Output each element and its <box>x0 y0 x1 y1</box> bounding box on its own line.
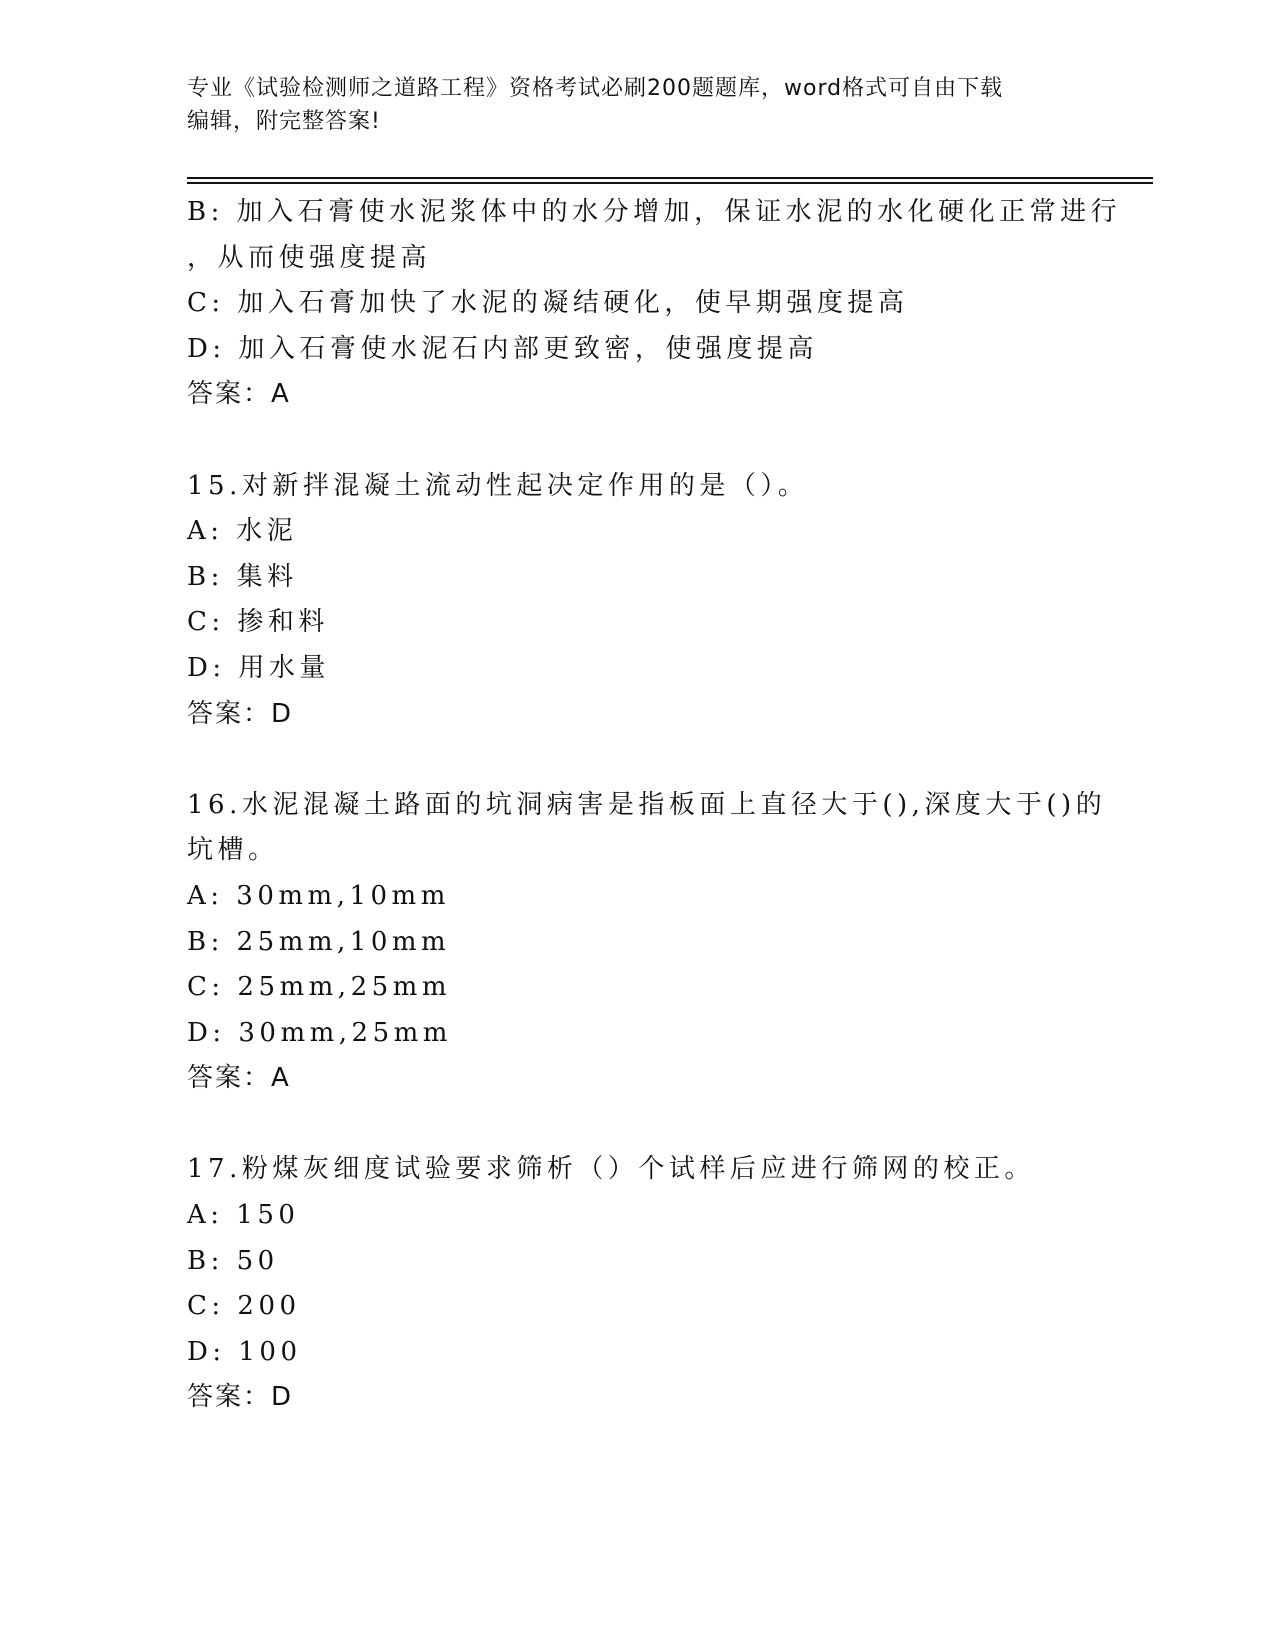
option-c: C: 200 <box>187 1291 301 1322</box>
question-content <box>187 190 1122 1421</box>
question-stem: 17.粉煤灰细度试验要求筛析（）个试样后应进行筛网的校正。 <box>187 1154 1035 1185</box>
question-stem: 15.对新拌混凝土流动性起决定作用的是（）。 <box>187 470 809 501</box>
continued-question <box>187 190 1122 418</box>
option-b: B: 50 <box>187 1245 279 1276</box>
question-15 <box>187 464 1087 738</box>
option-a: A: 150 <box>187 1200 300 1231</box>
answer: 答案：A <box>187 379 291 410</box>
header-line-1: 专业《试验检测师之道路工程》资格考试必刷200题题库，word格式可自由下载 <box>187 76 1004 101</box>
question-17 <box>187 1147 1087 1421</box>
option-b-line-2: ，从而使强度提高 <box>187 242 432 273</box>
spacer <box>187 418 1087 464</box>
option-c: C: 25mm,25mm <box>187 972 451 1003</box>
question-16 <box>187 783 1107 1102</box>
header-line-2: 编辑，附完整答案! <box>187 109 381 134</box>
option-d: D: 用水量 <box>187 652 330 683</box>
option-c: C: 加入石膏加快了水泥的凝结硬化，使早期强度提高 <box>187 288 909 319</box>
option-b: B: 25mm,10mm <box>187 926 451 957</box>
answer: 答案：A <box>187 1063 291 1094</box>
header-divider-bottom <box>187 182 1153 184</box>
document-header <box>187 72 1087 138</box>
question-stem: 16.水泥混凝土路面的坑洞病害是指板面上直径大于(),深度大于()的 <box>187 789 1107 820</box>
spacer <box>187 1102 1087 1148</box>
answer: 答案：D <box>187 1382 294 1413</box>
header-divider-top <box>187 177 1153 179</box>
option-a: A: 30mm,10mm <box>187 880 450 911</box>
option-d: D: 100 <box>187 1336 302 1367</box>
option-b: B: 集料 <box>187 561 298 592</box>
answer: 答案：D <box>187 698 294 729</box>
option-b-line-1: B: 加入石膏使水泥浆体中的水分增加，保证水泥的水化硬化正常进行 <box>187 197 1122 227</box>
question-stem-continued: 坑槽。 <box>187 835 279 866</box>
option-a: A: 水泥 <box>187 516 298 547</box>
option-d: D: 加入石膏使水泥石内部更致密，使强度提高 <box>187 333 818 364</box>
spacer <box>187 737 1087 783</box>
option-d: D: 30mm,25mm <box>187 1017 452 1048</box>
option-c: C: 掺和料 <box>187 607 329 638</box>
